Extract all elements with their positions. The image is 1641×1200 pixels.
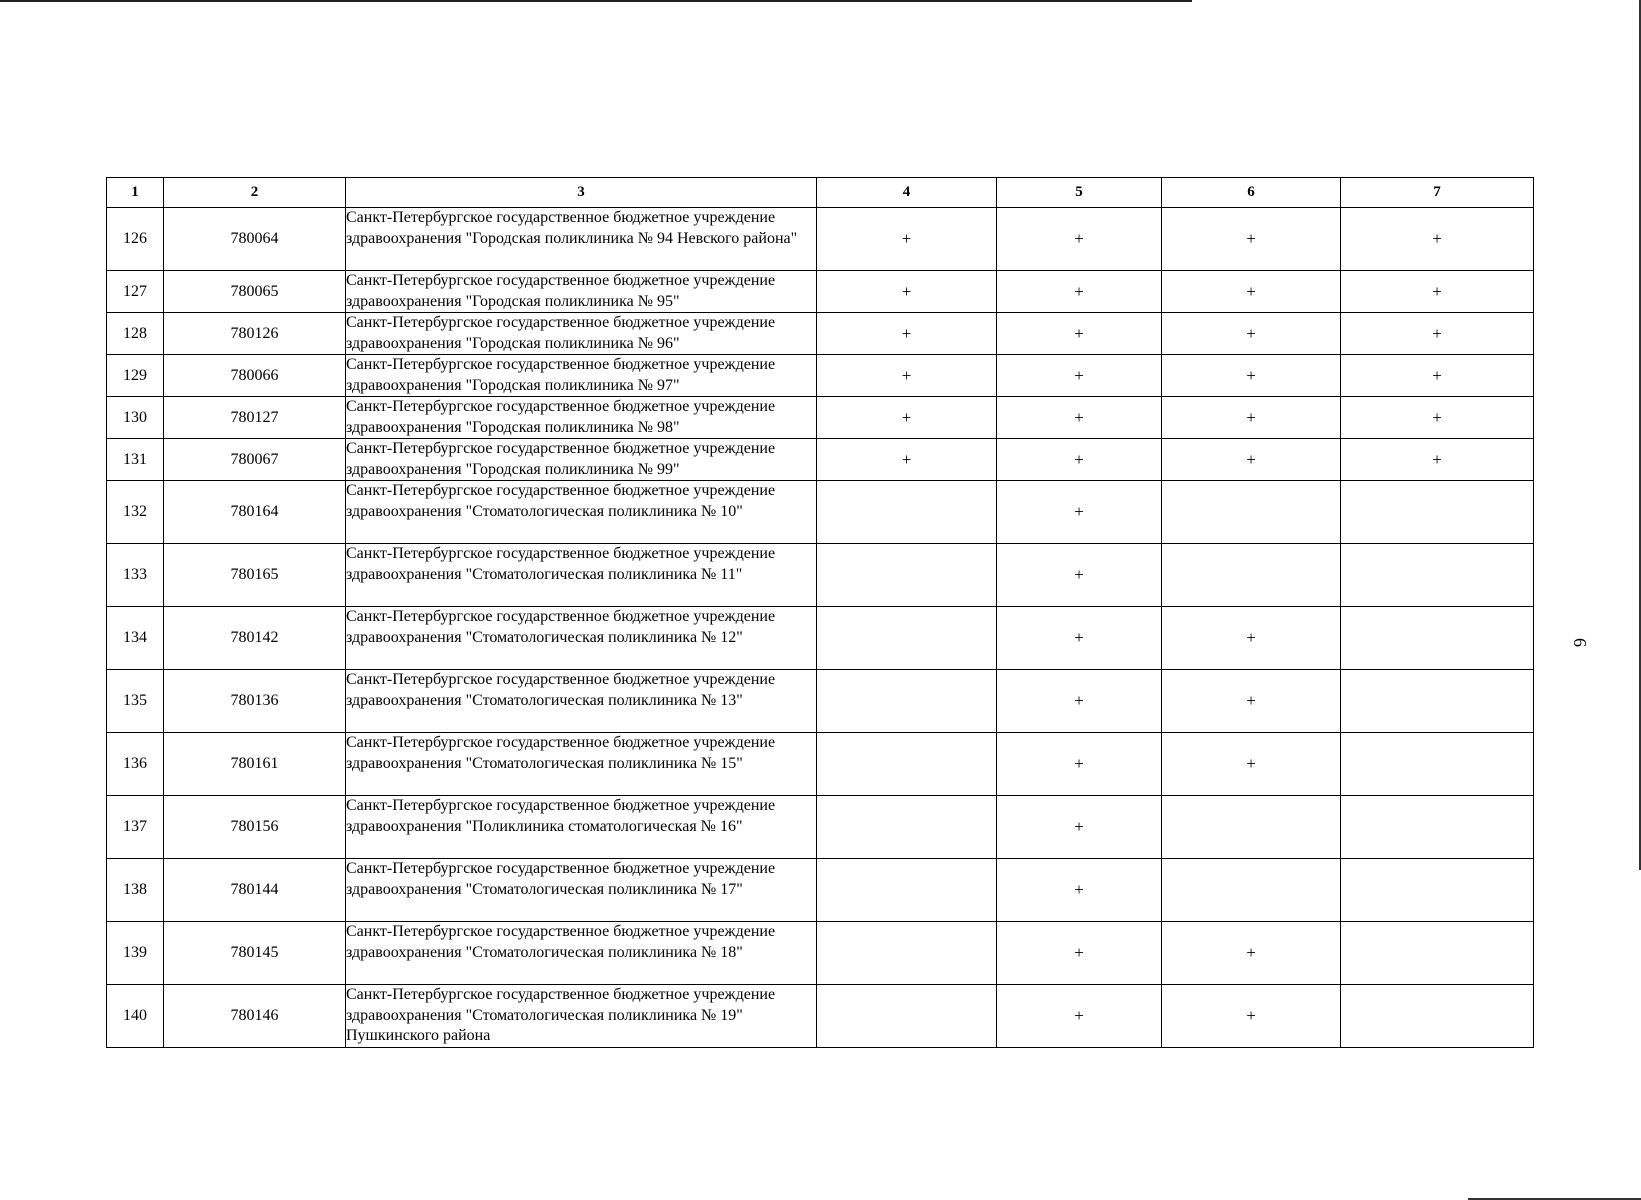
row-number: 139 — [107, 922, 164, 985]
institution-code: 780064 — [164, 208, 346, 271]
table-body — [107, 208, 1534, 1048]
mark-col-4 — [817, 922, 997, 985]
mark-col-5: + — [997, 439, 1162, 481]
mark-col-6 — [1162, 796, 1341, 859]
header-col-1: 1 — [107, 178, 164, 208]
mark-col-4 — [817, 985, 997, 1048]
row-number: 133 — [107, 544, 164, 607]
institution-name: Санкт-Петербургское государственное бюджетное учреждение здравоохранения "Городская поликлиника № 95" — [346, 271, 817, 313]
mark-col-4 — [817, 607, 997, 670]
header-col-4: 4 — [817, 178, 997, 208]
institution-name: Санкт-Петербургское государственное бюджетное учреждение здравоохранения "Городская поликлиника № 96" — [346, 313, 817, 355]
mark-col-5: + — [997, 313, 1162, 355]
table-row — [107, 922, 1534, 985]
mark-col-7: + — [1341, 313, 1534, 355]
mark-col-7 — [1341, 796, 1534, 859]
mark-col-5: + — [997, 355, 1162, 397]
institution-name: Санкт-Петербургское государственное бюджетное учреждение здравоохранения "Стоматологическая поликлиника № 13" — [346, 670, 817, 733]
table-row — [107, 859, 1534, 922]
institution-name: Санкт-Петербургское государственное бюджетное учреждение здравоохранения "Стоматологическая поликлиника № 12" — [346, 607, 817, 670]
institution-code: 780136 — [164, 670, 346, 733]
institution-name: Санкт-Петербургское государственное бюджетное учреждение здравоохранения "Городская поликлиника № 97" — [346, 355, 817, 397]
table-row — [107, 313, 1534, 355]
mark-col-6: + — [1162, 355, 1341, 397]
row-number: 137 — [107, 796, 164, 859]
mark-col-7: + — [1341, 439, 1534, 481]
mark-col-7 — [1341, 481, 1534, 544]
row-number: 128 — [107, 313, 164, 355]
mark-col-5: + — [997, 922, 1162, 985]
top-scan-rule — [0, 0, 1190, 2]
mark-col-5: + — [997, 607, 1162, 670]
mark-col-4: + — [817, 271, 997, 313]
row-number: 140 — [107, 985, 164, 1048]
mark-col-6: + — [1162, 397, 1341, 439]
mark-col-6: + — [1162, 670, 1341, 733]
top-scan-rule-fragment — [1152, 0, 1192, 2]
mark-col-6: + — [1162, 922, 1341, 985]
header-col-7: 7 — [1341, 178, 1534, 208]
mark-col-6 — [1162, 544, 1341, 607]
institution-code: 780161 — [164, 733, 346, 796]
mark-col-5: + — [997, 733, 1162, 796]
mark-col-7: + — [1341, 271, 1534, 313]
header-col-6: 6 — [1162, 178, 1341, 208]
table-row — [107, 607, 1534, 670]
row-number: 129 — [107, 355, 164, 397]
mark-col-4 — [817, 481, 997, 544]
mark-col-6 — [1162, 481, 1341, 544]
mark-col-4: + — [817, 313, 997, 355]
institution-name: Санкт-Петербургское государственное бюджетное учреждение здравоохранения "Поликлиника стоматологическая № 16" — [346, 796, 817, 859]
mark-col-7: + — [1341, 208, 1534, 271]
mark-col-7 — [1341, 922, 1534, 985]
mark-col-7 — [1341, 670, 1534, 733]
institution-name: Санкт-Петербургское государственное бюджетное учреждение здравоохранения "Стоматологическая поликлиника № 10" — [346, 481, 817, 544]
institution-code: 780144 — [164, 859, 346, 922]
mark-col-4: + — [817, 208, 997, 271]
institution-name: Санкт-Петербургское государственное бюджетное учреждение здравоохранения "Стоматологическая поликлиника № 18" — [346, 922, 817, 985]
mark-col-7: + — [1341, 397, 1534, 439]
row-number: 126 — [107, 208, 164, 271]
mark-col-6: + — [1162, 313, 1341, 355]
mark-col-7 — [1341, 607, 1534, 670]
institution-code: 780145 — [164, 922, 346, 985]
institution-code: 780146 — [164, 985, 346, 1048]
institution-name: Санкт-Петербургское государственное бюджетное учреждение здравоохранения "Стоматологическая поликлиника № 11" — [346, 544, 817, 607]
institution-code: 780067 — [164, 439, 346, 481]
mark-col-6: + — [1162, 733, 1341, 796]
table-row — [107, 670, 1534, 733]
row-number: 130 — [107, 397, 164, 439]
institutions-table — [106, 177, 1534, 1048]
institution-name: Санкт-Петербургское государственное бюджетное учреждение здравоохранения "Городская поликлиника № 99" — [346, 439, 817, 481]
institution-code: 780126 — [164, 313, 346, 355]
mark-col-4 — [817, 544, 997, 607]
table-row — [107, 796, 1534, 859]
mark-col-5: + — [997, 271, 1162, 313]
mark-col-7 — [1341, 859, 1534, 922]
mark-col-5: + — [997, 670, 1162, 733]
mark-col-4 — [817, 859, 997, 922]
header-row — [107, 178, 1534, 208]
mark-col-4: + — [817, 439, 997, 481]
institution-code: 780156 — [164, 796, 346, 859]
table-row — [107, 733, 1534, 796]
mark-col-4 — [817, 733, 997, 796]
institution-code: 780142 — [164, 607, 346, 670]
institution-name: Санкт-Петербургское государственное бюджетное учреждение здравоохранения "Городская поликлиника № 98" — [346, 397, 817, 439]
table-row — [107, 397, 1534, 439]
mark-col-7 — [1341, 733, 1534, 796]
institution-name: Санкт-Петербургское государственное бюджетное учреждение здравоохранения "Стоматологическая поликлиника № 17" — [346, 859, 817, 922]
mark-col-4 — [817, 796, 997, 859]
mark-col-6: + — [1162, 607, 1341, 670]
header-col-2: 2 — [164, 178, 346, 208]
page-number: 6 — [1570, 638, 1590, 647]
mark-col-7: + — [1341, 355, 1534, 397]
mark-col-4: + — [817, 397, 997, 439]
table-row — [107, 985, 1534, 1048]
table-row — [107, 208, 1534, 271]
table-row — [107, 271, 1534, 313]
header-col-3: 3 — [346, 178, 817, 208]
mark-col-5: + — [997, 481, 1162, 544]
mark-col-5: + — [997, 796, 1162, 859]
table-row — [107, 544, 1534, 607]
mark-col-5: + — [997, 208, 1162, 271]
institution-name: Санкт-Петербургское государственное бюджетное учреждение здравоохранения "Городская поликлиника № 94 Невского района" — [346, 208, 817, 271]
institution-code: 780127 — [164, 397, 346, 439]
mark-col-6 — [1162, 859, 1341, 922]
institution-name: Санкт-Петербургское государственное бюджетное учреждение здравоохранения "Стоматологическая поликлиника № 19" Пушкинского района — [346, 985, 817, 1048]
institution-code: 780065 — [164, 271, 346, 313]
mark-col-7 — [1341, 544, 1534, 607]
institution-code: 780164 — [164, 481, 346, 544]
mark-col-6: + — [1162, 208, 1341, 271]
row-number: 134 — [107, 607, 164, 670]
row-number: 138 — [107, 859, 164, 922]
institution-code: 780066 — [164, 355, 346, 397]
mark-col-5: + — [997, 544, 1162, 607]
mark-col-4: + — [817, 355, 997, 397]
table-row — [107, 481, 1534, 544]
mark-col-5: + — [997, 859, 1162, 922]
institution-code: 780165 — [164, 544, 346, 607]
mark-col-5: + — [997, 397, 1162, 439]
row-number: 136 — [107, 733, 164, 796]
row-number: 135 — [107, 670, 164, 733]
row-number: 131 — [107, 439, 164, 481]
mark-col-6: + — [1162, 271, 1341, 313]
header-col-5: 5 — [997, 178, 1162, 208]
mark-col-6: + — [1162, 439, 1341, 481]
table-row — [107, 355, 1534, 397]
mark-col-4 — [817, 670, 997, 733]
row-number: 132 — [107, 481, 164, 544]
table-row — [107, 439, 1534, 481]
mark-col-6: + — [1162, 985, 1341, 1048]
institution-name: Санкт-Петербургское государственное бюджетное учреждение здравоохранения "Стоматологическая поликлиника № 15" — [346, 733, 817, 796]
mark-col-5: + — [997, 985, 1162, 1048]
row-number: 127 — [107, 271, 164, 313]
mark-col-7 — [1341, 985, 1534, 1048]
